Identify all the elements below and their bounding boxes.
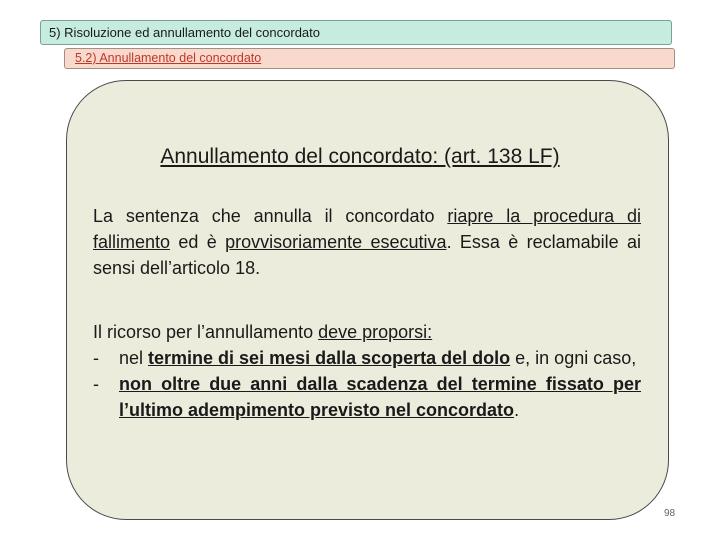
list-item [93, 371, 641, 423]
bullet-dash: - [93, 374, 99, 394]
bullet-dash: - [93, 348, 99, 368]
p1-text-2: ed è [170, 232, 226, 252]
appeal-intro [93, 319, 641, 345]
slide-title-main: Annullamento del concordato [160, 145, 433, 168]
p2-underline-1: deve proporsi: [318, 322, 433, 342]
p1-text-3: . Essa è reclamabile ai sensi dell’articolo 18. [93, 232, 641, 278]
paragraph-appeal-terms [93, 319, 641, 423]
p1-underline-2: provvisoriamente esecutiva [225, 232, 447, 252]
bullet-1-post: e, in ogni caso, [510, 348, 637, 368]
page-number: 98 [664, 508, 676, 519]
section-title: 5) Risoluzione ed annullamento del concordato [49, 25, 321, 40]
p2-text-1: Il ricorso per l’annullamento [93, 322, 319, 342]
paragraph-annulment-effects [93, 203, 641, 281]
bullet-1-emphasis: termine di sei mesi dalla scoperta del dolo [148, 348, 511, 368]
subsection-header [64, 48, 675, 69]
bullet-2-emphasis: non oltre due anni dalla scadenza del termine fissato per l’ultimo adempimento previsto nel concordato [119, 374, 641, 420]
slide-title [0, 142, 720, 172]
subsection-title[interactable]: 5.2) Annullamento del concordato [75, 51, 262, 65]
p1-underline-1: riapre la procedura di fallimento [93, 206, 641, 252]
list-item [93, 345, 641, 371]
bullet-2-post: . [514, 400, 520, 420]
slide-title-reference: : (art. 138 LF) [432, 145, 560, 168]
p1-text-1: La sentenza che annulla il concordato [93, 206, 448, 226]
section-header [40, 20, 672, 45]
bullet-1-pre: nel [119, 348, 149, 368]
